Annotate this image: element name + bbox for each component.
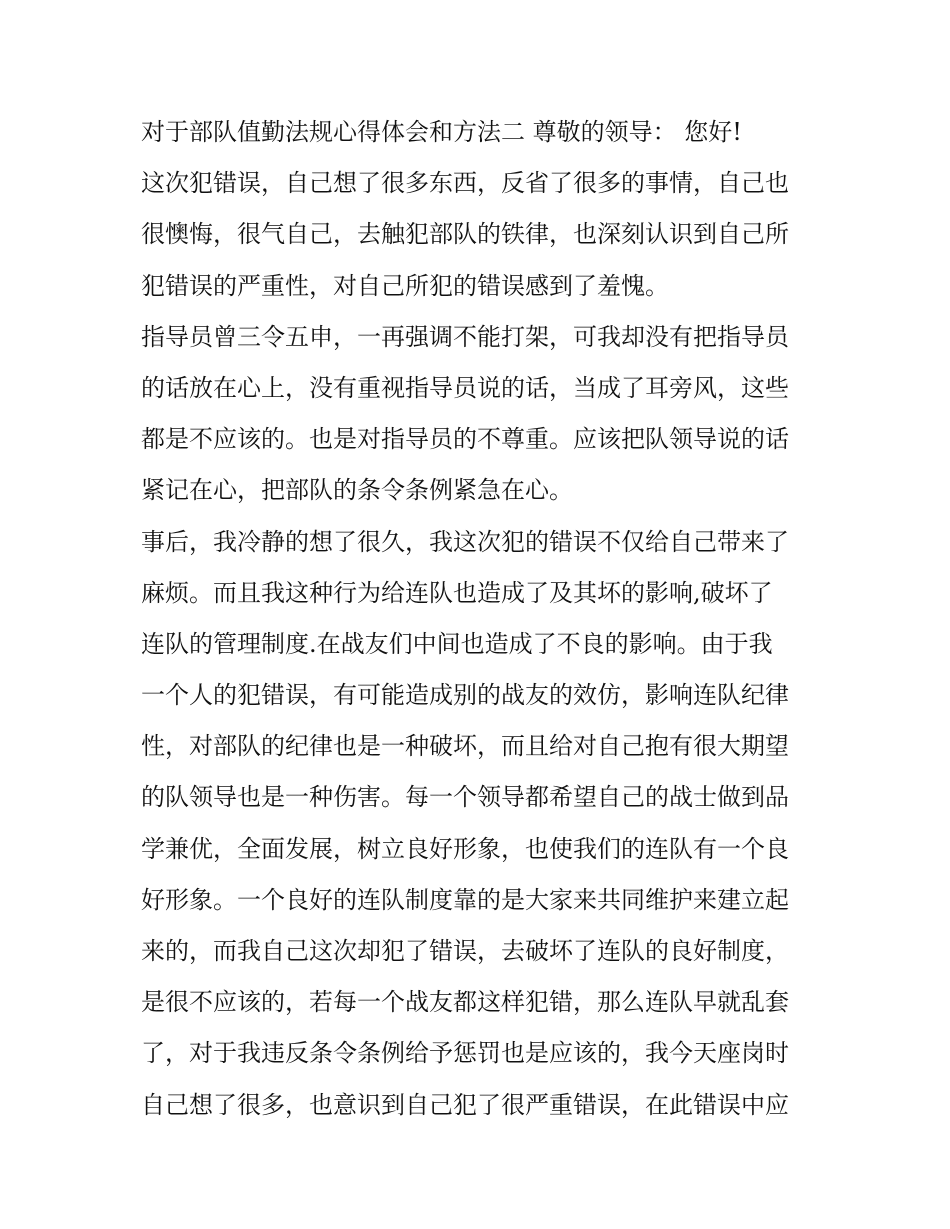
text-line: 的话放在心上，没有重视指导员说的话，当成了耳旁风，这些 bbox=[141, 373, 789, 402]
text-line: 了，对于我违反条令条例给予惩罚也是应该的，我今天座岗时 bbox=[141, 1039, 789, 1068]
text-line: 来的，而我自己这次却犯了错误，去破坏了连队的良好制度， bbox=[141, 937, 789, 965]
text-line: 犯错误的严重性，对自己所犯的错误感到了羞愧。 bbox=[141, 271, 669, 300]
text-line: 紧记在心，把部队的条令条例紧急在心。 bbox=[141, 476, 573, 505]
text-line: 很懊悔，很气自己，去触犯部队的铁律，也深刻认识到自己所 bbox=[141, 220, 789, 249]
text-line: 指导员曾三令五申，一再强调不能打架，可我却没有把指导员 bbox=[141, 322, 789, 351]
document-body bbox=[141, 107, 821, 1131]
text-line: 好形象。一个良好的连队制度靠的是大家来共同维护来建立起 bbox=[141, 885, 789, 914]
text-line: 一个人的犯错误，有可能造成别的战友的效仿，影响连队纪律 bbox=[141, 681, 789, 710]
text-line: 性，对部队的纪律也是一种破坏，而且给对自己抱有很大期望 bbox=[141, 732, 789, 761]
text-line: 的队领导也是一种伤害。每一个领导都希望自己的战士做到品 bbox=[141, 783, 789, 812]
text-line: 连队的管理制度.在战友们中间也造成了不良的影响。由于我 bbox=[141, 629, 773, 658]
text-line: 都是不应该的。也是对指导员的不尊重。应该把队领导说的话 bbox=[141, 425, 789, 454]
text-line: 这次犯错误，自己想了很多东西，反省了很多的事情，自己也 bbox=[141, 169, 789, 198]
text-line: 事后，我冷静的想了很久，我这次犯的错误不仅给自己带来了 bbox=[141, 527, 789, 556]
text-line: 学兼优，全面发展，树立良好形象，也使我们的连队有一个良 bbox=[141, 834, 789, 863]
text-line: 是很不应该的，若每一个战友都这样犯错，那么连队早就乱套 bbox=[141, 988, 789, 1017]
text-line: 自己想了很多，也意识到自己犯了很严重错误，在此错误中应 bbox=[141, 1090, 789, 1119]
text-line: 对于部队值勤法规心得体会和方法二 尊敬的领导： 您好! bbox=[141, 118, 742, 146]
text-line: 麻烦。而且我这种行为给连队也造成了及其坏的影响,破坏了 bbox=[141, 578, 773, 607]
